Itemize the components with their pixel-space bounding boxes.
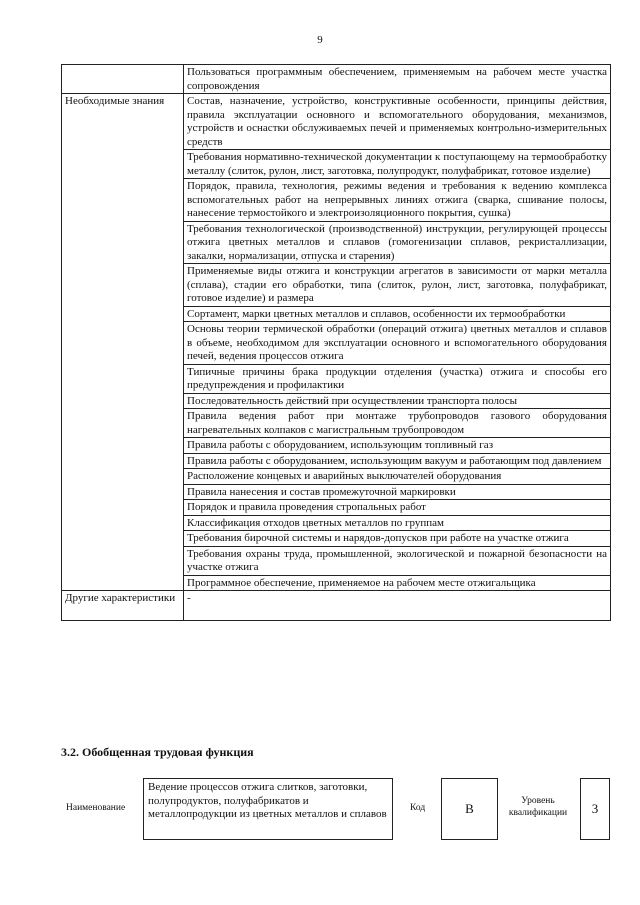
row-text: Сортамент, марки цветных металлов и сплавов, особенности их термообработки <box>184 306 611 322</box>
row-text: Требования бирочной системы и нарядов-допусков при работе на участке отжига <box>184 531 611 547</box>
row-text: Программное обеспечение, применяемое на рабочем месте отжигальщика <box>184 575 611 591</box>
row-text: Правила нанесения и состав промежуточной маркировки <box>184 484 611 500</box>
row-text: Правила работы с оборудованием, использующим топливный газ <box>184 438 611 454</box>
level-value-box: 3 <box>580 778 610 840</box>
row-text: Правила работы с оборудованием, использующим вакуум и работающим под давлением <box>184 453 611 469</box>
row-text: Основы теории термической обработки (операций отжига) цветных металлов и сплавов в объеме, необходимом для эксплуатации основного и вспомогательного оборудования печей, ведения процессов отжига <box>184 322 611 365</box>
table-row <box>62 94 611 150</box>
row-text: Состав, назначение, устройство, конструктивные особенности, принципы действия, правила эксплуатации основного и вспомогательного оборудования, механизмов, устройств и оснастки обслуживаемых печей и применяемых контрольно-измерительных средств <box>184 94 611 150</box>
code-value-box: В <box>441 778 498 840</box>
section-heading: 3.2. Обобщенная трудовая функция <box>61 745 254 759</box>
page-number: 9 <box>317 34 323 46</box>
row-text: Пользоваться программным обеспечением, применяемым на рабочем месте участка сопровождения <box>184 65 611 94</box>
table-row <box>62 65 611 94</box>
row-label-required-knowledge: Необходимые знания <box>62 94 184 591</box>
row-text: Правила ведения работ при монтаже трубопроводов газового оборудования нагревательных колпаков с магистральным трубопроводом <box>184 409 611 438</box>
row-text: - <box>184 591 611 621</box>
row-text: Последовательность действий при осуществлении транспорта полосы <box>184 393 611 409</box>
name-value-box: Ведение процессов отжига слитков, заготовки, полупродуктов, полуфабрикатов и металлопродукции из цветных металлов и сплавов <box>143 778 393 840</box>
row-text: Классификация отходов цветных металлов по группам <box>184 515 611 531</box>
name-label: Наименование <box>66 803 126 813</box>
row-text: Типичные причины брака продукции отделения (участка) отжига и способы его предупреждения и профилактики <box>184 364 611 393</box>
row-text: Порядок, правила, технология, режимы ведения и требования к ведению комплекса вспомогательных работ на непрерывных линиях отжига (сварка, сшивание полосы, нанесение термостойкого и электроизоляционного покрытия, сушка) <box>184 179 611 222</box>
row-label <box>62 65 184 94</box>
row-text: Требования технологической (производственной) инструкции, регулирующей процессы отжига цветных металлов и сплавов (гомогенизации сплавов, рекристаллизации, закалки, нормализации, отпуска и старения) <box>184 221 611 264</box>
row-text: Требования охраны труда, промышленной, экологической и пожарной безопасности на участке отжига <box>184 546 611 575</box>
level-label-line2: квалификации <box>508 808 568 818</box>
row-text: Применяемые виды отжига и конструкции агрегатов в зависимости от марки металла (сплава), стадии его обработки, типа (слиток, рулон, лист, заготовка, полуфабрикат, готовое изделие) и размера <box>184 264 611 307</box>
row-text: Требования нормативно-технической документации к поступающему на термообработку металлу (слиток, рулон, лист, заготовка, полупродукт, полуфабрикат, готовое изделие) <box>184 150 611 179</box>
row-text: Расположение концевых и аварийных выключателей оборудования <box>184 469 611 485</box>
table-row <box>62 591 611 621</box>
row-label-other-characteristics: Другие характеристики <box>62 591 184 621</box>
level-label-line1: Уровень <box>521 796 555 806</box>
row-text: Порядок и правила проведения стропальных работ <box>184 500 611 516</box>
code-label: Код <box>410 803 426 813</box>
knowledge-table <box>61 64 611 621</box>
level-label <box>500 795 576 819</box>
